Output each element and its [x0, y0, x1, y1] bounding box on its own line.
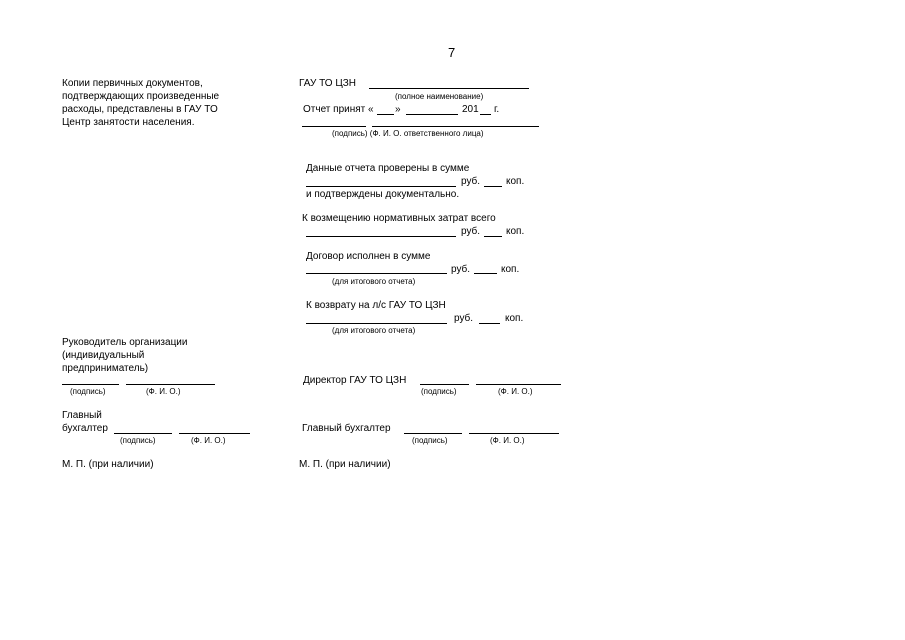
org-label: ГАУ ТО ЦЗН	[299, 78, 356, 89]
chief-fio-caption: (Ф. И. О.)	[191, 436, 226, 445]
contract-final-caption: (для итогового отчета)	[332, 277, 416, 286]
refund-label: К возврату на л/с ГАУ ТО ЦЗН	[306, 300, 446, 311]
copies-text-line-1: Копии первичных документов,	[62, 78, 203, 89]
chief-fio-line	[179, 433, 250, 434]
confirmed-label: и подтверждены документально.	[306, 189, 460, 200]
checked-rub: руб.	[461, 176, 481, 187]
head-signature-caption: (подпись)	[70, 387, 106, 396]
left-stamp: М. П. (при наличии)	[62, 459, 154, 470]
head-fio-caption: (Ф. И. О.)	[146, 387, 181, 396]
head-label-line-3: предприниматель)	[62, 363, 149, 374]
checked-kop-line	[484, 186, 502, 187]
contract-kop-line	[474, 273, 497, 274]
chief-label-line-2: бухгалтер	[62, 423, 108, 434]
contract-rub: руб.	[451, 264, 471, 275]
chief-signature-caption: (подпись)	[120, 436, 156, 445]
org-name-line	[369, 88, 529, 89]
right-chief-fio-line	[469, 433, 559, 434]
full-name-caption: (полное наименование)	[395, 92, 484, 101]
copies-text-line-2: подтверждающих произведенные	[62, 91, 220, 102]
copies-text-line-4: Центр занятости населения.	[62, 117, 195, 128]
right-chief-signature-line	[404, 433, 462, 434]
director-signature-caption: (подпись)	[421, 387, 457, 396]
page-number: 7	[448, 45, 456, 60]
right-chief-fio-caption: (Ф. И. О.)	[490, 436, 525, 445]
report-month-line	[406, 114, 458, 115]
chief-label-line-1: Главный	[62, 410, 102, 421]
reimburse-kop: коп.	[506, 226, 525, 237]
report-day-line	[377, 114, 394, 115]
right-chief-signature-caption: (подпись)	[412, 436, 448, 445]
quote-close: »	[395, 104, 401, 115]
checked-kop: коп.	[506, 176, 525, 187]
refund-rub: руб.	[454, 313, 474, 324]
right-chief-label: Главный бухгалтер	[302, 423, 391, 434]
contract-kop: коп.	[501, 264, 520, 275]
head-fio-line	[126, 384, 215, 385]
contract-label: Договор исполнен в сумме	[306, 251, 431, 262]
right-stamp: М. П. (при наличии)	[299, 459, 391, 470]
reimburse-label: К возмещению нормативных затрат всего	[302, 213, 496, 224]
checked-label: Данные отчета проверены в сумме	[306, 163, 470, 174]
head-signature-line	[62, 384, 119, 385]
director-signature-line	[420, 384, 469, 385]
refund-kop-line	[479, 323, 500, 324]
director-label: Директор ГАУ ТО ЦЗН	[303, 375, 407, 386]
chief-signature-line	[114, 433, 172, 434]
report-year: 201	[462, 104, 479, 115]
reimburse-kop-line	[484, 236, 502, 237]
refund-kop: коп.	[505, 313, 524, 324]
responsible-fio-line	[372, 126, 539, 127]
checked-sum-line	[306, 186, 456, 187]
report-accepted-label: Отчет принят «	[303, 104, 374, 115]
head-label-line-1: Руководитель организации	[62, 337, 188, 348]
head-label-line-2: (индивидуальный	[62, 350, 145, 361]
report-year-suffix: г.	[494, 104, 500, 115]
reimburse-sum-line	[306, 236, 456, 237]
refund-sum-line	[306, 323, 447, 324]
contract-sum-line	[306, 273, 447, 274]
responsible-signature-line	[302, 126, 366, 127]
refund-final-caption: (для итогового отчета)	[332, 326, 416, 335]
responsible-caption: (подпись) (Ф. И. О. ответственного лица)	[332, 129, 484, 138]
report-year-line	[480, 114, 491, 115]
director-fio-line	[476, 384, 561, 385]
director-fio-caption: (Ф. И. О.)	[498, 387, 533, 396]
copies-text-line-3: расходы, представлены в ГАУ ТО	[62, 104, 218, 115]
reimburse-rub: руб.	[461, 226, 481, 237]
